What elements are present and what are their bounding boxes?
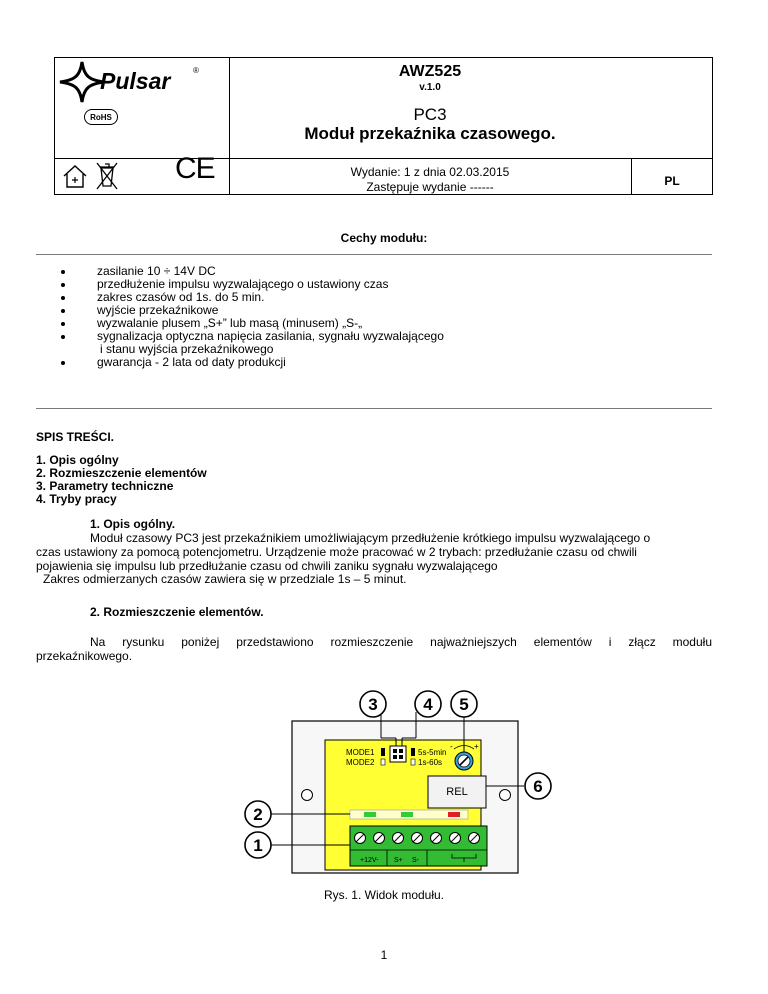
mounting-hole-right [500, 790, 511, 801]
page-number: 1 [380, 948, 388, 962]
list-item: wyjście przekaźnikowe [44, 304, 444, 317]
product-code: AWZ525 [398, 63, 462, 80]
ce-mark: CE [175, 152, 215, 185]
section2-line-2: przekaźnikowego. [36, 649, 133, 663]
toc-item: 1. Opis ogólny [36, 453, 119, 467]
mode1-label: MODE1 [346, 748, 375, 757]
list-item: gwarancja - 2 lata od daty produkcji [44, 356, 444, 369]
issue-date: Wydanie: 1 z dnia 02.03.2015 [350, 165, 510, 179]
led-trigger [401, 812, 413, 817]
bullet [61, 309, 65, 313]
bullet [61, 335, 65, 339]
toc-item: 2. Rozmieszczenie elementów [36, 466, 207, 480]
indoor-house-icon [61, 162, 89, 190]
bullet [61, 283, 65, 287]
section2-heading: 2. Rozmieszczenie elementów. [90, 605, 264, 619]
terminal-s-minus-label: S- [412, 857, 419, 864]
module-figure [240, 688, 560, 878]
section1-line-3: pojawienia się impulsu lub przedłużanie czasu od chwili zaniku sygnału wyzwalającego [36, 559, 498, 573]
svg-text:1: 1 [253, 836, 263, 855]
section1-line-4: Zakres odmierzanych czasów zawiera się w przedziale 1s – 5 minut. [43, 572, 407, 586]
bullet [61, 296, 65, 300]
list-item: wyzwalanie plusem „S+” lub masą (minusem) „S-„ [44, 317, 444, 330]
svg-text:4: 4 [423, 695, 433, 714]
header-box [54, 57, 713, 195]
pulsar-logo [55, 58, 229, 158]
model-name: PC3 [413, 105, 447, 124]
mounting-hole-left [302, 790, 313, 801]
section1-line-2: czas ustawiony za pomocą potencjometru. Urządzenie może pracować w 2 trybach: przedłużanie czasu od chwili [36, 545, 637, 559]
logo-text: Pulsar [100, 68, 171, 94]
mode2-label: MODE2 [346, 758, 375, 767]
bullet [61, 322, 65, 326]
relay-label: REL [446, 786, 468, 798]
features-title: Cechy modułu: [340, 231, 428, 245]
list-item: sygnalizacja optyczna napięcia zasilania, sygnału wyzwalającego [44, 330, 444, 343]
features-top-rule [36, 254, 712, 255]
bullet [61, 270, 65, 274]
svg-text:6: 6 [533, 777, 543, 796]
svg-text:5: 5 [459, 695, 469, 714]
list-item-continuation: i stanu wyjścia przekaźnikowego [100, 342, 274, 356]
jumper-block [390, 746, 406, 762]
section1-line-1: Moduł czasowy PC3 jest przekaźnikiem umożliwiającym przedłużenie krótkiego impulsu wyzwalającego o [90, 531, 651, 545]
figure-caption: Rys. 1. Widok modułu. [323, 888, 445, 902]
toc-item: 4. Tryby pracy [36, 492, 117, 506]
features-list [44, 265, 444, 369]
svg-text:3: 3 [368, 695, 378, 714]
language-code: PL [664, 174, 680, 188]
led-relay [448, 812, 460, 817]
pot-plus-label: + [474, 742, 479, 751]
list-item: przedłużenie impulsu wyzwalającego o ustawiony czas [44, 278, 444, 291]
toc-title: SPIS TREŚCI. [36, 430, 115, 444]
list-item: zasilanie 10 ÷ 14V DC [44, 265, 444, 278]
terminal-s-plus-label: S+ [394, 857, 403, 864]
features-bottom-rule [36, 408, 712, 409]
toc-item: 3. Parametry techniczne [36, 479, 174, 493]
table-of-contents [36, 454, 207, 506]
pot-minus-label: - [450, 742, 453, 751]
weee-bin-icon [95, 161, 119, 191]
list-item: zakres czasów od 1s. do 5 min. [44, 291, 444, 304]
replaces-issue: Zastępuje wydanie ------ [366, 180, 494, 194]
header-divider-horizontal [229, 158, 713, 159]
section1-heading: 1. Opis ogólny. [90, 517, 176, 531]
product-name: Moduł przekaźnika czasowego. [304, 124, 556, 143]
range-1s-60s-label: 1s-60s [418, 758, 443, 767]
logo-registered-mark: ® [193, 66, 199, 75]
range-5s-5min-label: 5s-5min [418, 748, 447, 757]
rohs-badge: RoHS [84, 109, 118, 125]
svg-text:2: 2 [253, 805, 263, 824]
bullet [61, 361, 65, 365]
document-version: v.1.0 [419, 82, 441, 93]
section2-line-1: Na rysunku poniżej przedstawiono rozmieszczenie najważniejszych elementów i złącz modułu [90, 635, 712, 649]
led-power [364, 812, 376, 817]
terminal-12v-label: +12V- [360, 857, 379, 864]
